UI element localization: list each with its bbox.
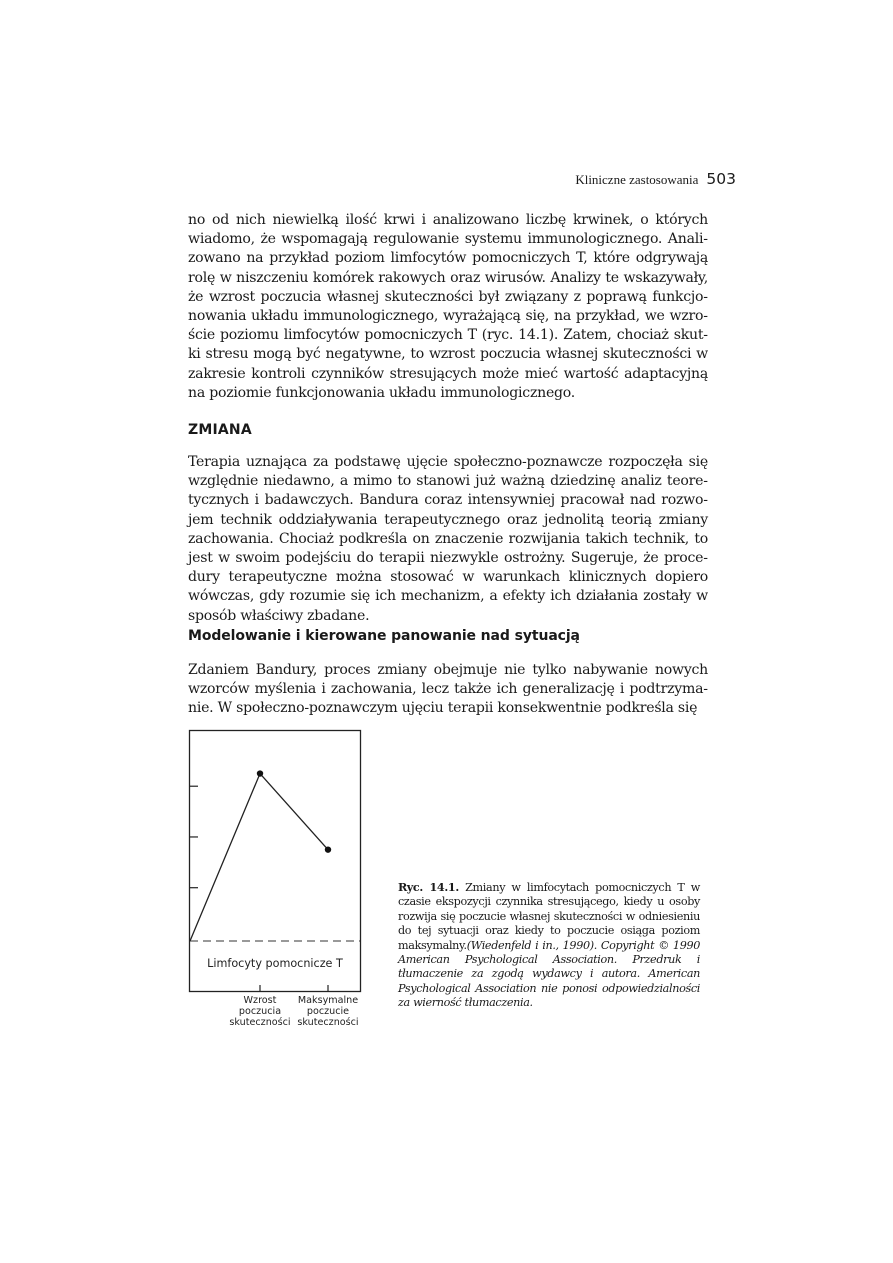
y-axis-label: Limfocyty pomocnicze T: [207, 957, 343, 970]
caption-label: Ryc. 14.1.: [398, 880, 459, 894]
subsection-heading: Modelowanie i kierowane panowanie nad sytuacją: [188, 628, 580, 644]
series-point: [325, 846, 331, 852]
x-tick-label: Maksymalne poczucie skuteczności: [297, 995, 359, 1028]
figure-14-1: [185, 726, 367, 1036]
body-paragraph-1: no od nich niewielką ilość krwi i analizowano liczbę krwinek, o których wiadomo, że wspomagają regulowanie systemu immunologicznego. Analizowano na przykład poziom limfocytów pomocniczych T, które odgrywają rolę w niszczeniu komórek rakowych oraz wirusów. Analizy te wskazywały, że wzrost poczucia własnej skuteczności był związany z poprawą funkcjonowania układu immunologicznego, wyrażającą się, na przykład, we wzroście poziomu limfocytów pomocniczych T (ryc. 14.1). Zatem, chociaż skutki stresu mogą być negatywne, to wzrost poczucia własnej skuteczności w zakresie kontroli czynników stresujących może mieć wartość adaptacyjną na poziomie funkcjonowania układu immunologicznego.: [188, 212, 708, 401]
caption-text: Zmiany w limfocytach pomocniczych T w czasie ekspozycji czynnika stresującego, kiedy u osoby rozwija się poczucie własnej skuteczności w odniesieniu do tej sytuacji oraz kiedy to poczucie osiąga poziom maksymalny.: [398, 881, 700, 952]
caption-copyright: Copyright © 1990 American Psychological Association. Przedruk i tłumaczenie za zgodą wydawcy i autora. American Psychological Association nie ponosi odpowiedzialności za wierność tłumaczenia.: [398, 938, 700, 1010]
lymphocyte-chart: [185, 726, 367, 1036]
section-heading-zmiana: ZMIANA: [188, 422, 252, 438]
x-tick-labels: [229, 995, 358, 1028]
plot-frame: [190, 731, 361, 992]
series-point: [257, 770, 263, 776]
figure-caption: [398, 880, 700, 1011]
running-title: Kliniczne zastosowania: [575, 172, 699, 187]
running-head: [560, 170, 736, 188]
body-paragraph-2: Terapia uznająca za podstawę ujęcie społeczno-poznawcze rozpoczęła się względnie niedawno, a mimo to stanowi już ważną dziedzinę analiz teoretycznych i badawczych. Bandura coraz intensywniej pracował nad rozwojem technik oddziaływania terapeutycznego oraz jednolitą teorią zmiany zachowania. Chociaż podkreśla on znaczenie rozwijania takich technik, to jest w swoim podejściu do terapii niezwykle ostrożny. Sugeruje, że procedury terapeutyczne można stosować w warunkach klinicznych dopiero wówczas, gdy rozumie się ich mechanizm, a efekty ich działania zostały w sposób właściwy zbadane.: [188, 454, 708, 624]
caption-citation: (Wiedenfeld i in., 1990).: [466, 938, 597, 952]
page-number: 503: [706, 170, 736, 188]
x-tick-label: Wzrost poczucia skuteczności: [229, 995, 291, 1028]
y-ticks: [190, 786, 198, 888]
body-paragraph-3: Zdaniem Bandury, proces zmiany obejmuje nie tylko nabywanie nowych wzorców myślenia i zachowania, lecz także ich generalizację i podtrzymanie. W społeczno-poznawczym ujęciu terapii konsekwentnie podkreśla się: [188, 662, 708, 717]
series-line: [190, 774, 328, 941]
